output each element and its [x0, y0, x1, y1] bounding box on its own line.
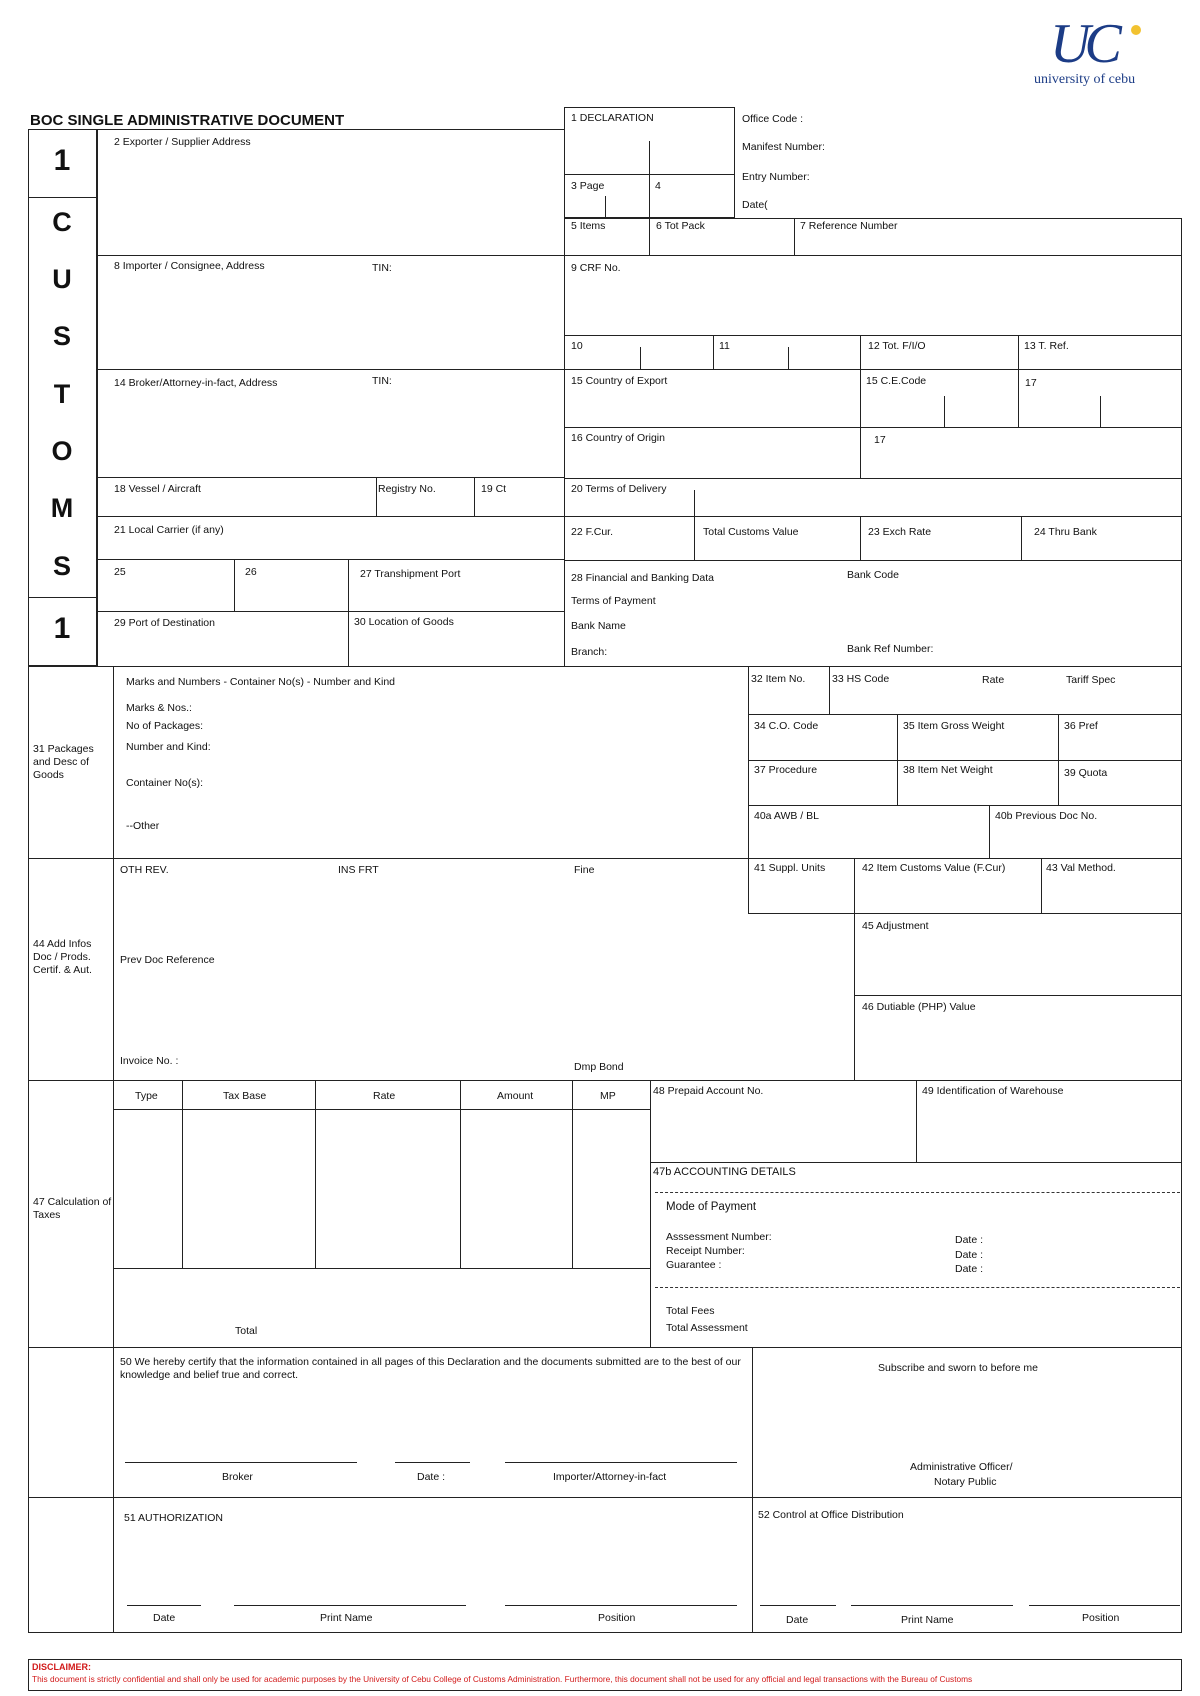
- importer-label: 8 Importer / Consignee, Address: [114, 260, 265, 272]
- side-letter: C: [52, 207, 72, 237]
- disclaimer-title: DISCLAIMER:: [32, 1662, 91, 1672]
- date-signature-label: Date :: [417, 1471, 446, 1483]
- tax-col-base: Tax Base: [223, 1090, 267, 1102]
- tariff-spec-label: Tariff Spec: [1066, 674, 1116, 686]
- crf-label: 9 CRF No.: [571, 262, 621, 274]
- t-ref-label: 13 T. Ref.: [1024, 340, 1069, 352]
- importer-tin-label: TIN:: [372, 262, 392, 274]
- tax-total-label: Total: [235, 1325, 258, 1337]
- country-origin-label: 16 Country of Origin: [571, 432, 665, 444]
- exch-rate-label: 23 Exch Rate: [868, 526, 932, 538]
- side-letter: S: [52, 321, 71, 351]
- control-position-label: Position: [1082, 1612, 1120, 1624]
- info-section-label: 44 Add Infos Doc / Prods. Certif. & Aut.: [33, 938, 92, 976]
- side-letter: 1: [53, 144, 71, 177]
- field-17b-label: 17: [874, 434, 886, 446]
- date-1-label: Date :: [955, 1234, 984, 1246]
- other-label: --Other: [126, 820, 160, 832]
- quota-label: 39 Quota: [1064, 767, 1108, 779]
- local-carrier-label: 21 Local Carrier (if any): [114, 524, 224, 536]
- number-kind-label: Number and Kind:: [126, 741, 211, 753]
- net-weight-label: 38 Item Net Weight: [903, 764, 993, 776]
- oth-rev-label: OTH REV.: [120, 864, 169, 876]
- field-26-label: 26: [245, 566, 257, 578]
- warehouse-label: 49 Identification of Warehouse: [922, 1085, 1064, 1097]
- marks-nos-label: Marks & Nos.:: [126, 702, 192, 714]
- notary-label: Notary Public: [934, 1476, 997, 1488]
- field-25-label: 25: [114, 566, 126, 578]
- admin-officer-label: Administrative Officer/: [910, 1461, 1013, 1473]
- field-11-label: 11: [719, 340, 730, 352]
- disclaimer-text: This document is strictly confidential and shall only be used for academic purposes by the University of Cebu College of Customs Administration. Furthermore, this document shall not be used for any official and legal transactions with the Bureau of Customs: [32, 1674, 973, 1684]
- terms-payment-label: Terms of Payment: [571, 595, 656, 607]
- broker-label: 14 Broker/Attorney-in-fact, Address: [114, 377, 278, 389]
- prepaid-label: 48 Prepaid Account No.: [653, 1085, 764, 1097]
- reference-number-label: 7 Reference Number: [800, 220, 898, 232]
- ce-code-label: 15 C.E.Code: [866, 375, 927, 387]
- registry-label: Registry No.: [378, 483, 436, 495]
- date-3-label: Date :: [955, 1263, 984, 1275]
- bank-name-label: Bank Name: [571, 620, 626, 632]
- importer-signature-label: Importer/Attorney-in-fact: [553, 1471, 667, 1483]
- side-letter: 1: [53, 612, 71, 645]
- broker-signature-label: Broker: [222, 1471, 253, 1483]
- f-cur-label: 22 F.Cur.: [571, 526, 614, 538]
- transhipment-label: 27 Transhipment Port: [360, 568, 461, 580]
- procedure-label: 37 Procedure: [754, 764, 818, 776]
- exporter-label: 2 Exporter / Supplier Address: [114, 136, 251, 148]
- box4-label: 4: [655, 180, 661, 192]
- ins-frt-label: INS FRT: [338, 864, 379, 876]
- dutiable-label: 46 Dutiable (PHP) Value: [862, 1001, 976, 1013]
- logo-mark: UC: [1050, 13, 1116, 75]
- awb-bl-label: 40a AWB / BL: [754, 810, 819, 822]
- adjustment-label: 45 Adjustment: [862, 920, 929, 932]
- document-title: BOC SINGLE ADMINISTRATIVE DOCUMENT: [30, 112, 345, 129]
- hs-code-label: 33 HS Code: [832, 673, 890, 685]
- tax-col-mp: MP: [600, 1090, 616, 1102]
- prev-doc-ref-label: Prev Doc Reference: [120, 954, 215, 966]
- item-customs-value-label: 42 Item Customs Value (F.Cur): [862, 862, 1006, 874]
- rate-label: Rate: [982, 674, 1005, 686]
- subscribe-label: Subscribe and sworn to before me: [878, 1362, 1038, 1374]
- tax-col-type: Type: [135, 1090, 158, 1102]
- side-letter: O: [51, 436, 73, 466]
- gross-weight-label: 35 Item Gross Weight: [903, 720, 1005, 732]
- mode-payment-label: Mode of Payment: [666, 1201, 757, 1213]
- accounting-label: 47b ACCOUNTING DETAILS: [653, 1166, 796, 1178]
- thru-bank-label: 24 Thru Bank: [1034, 526, 1097, 538]
- guarantee-label: Guarantee :: [666, 1259, 722, 1271]
- auth-position-label: Position: [598, 1612, 636, 1624]
- pref-label: 36 Pref: [1064, 720, 1098, 732]
- side-letter: T: [53, 379, 71, 409]
- control-office-label: 52 Control at Office Distribution: [758, 1509, 904, 1521]
- date-label: Date(: [742, 199, 768, 211]
- tot-fio-label: 12 Tot. F/I/O: [868, 340, 926, 352]
- logo-star-icon: [1131, 25, 1141, 35]
- branch-label: Branch:: [571, 646, 608, 658]
- side-letter: U: [52, 264, 72, 294]
- suppl-units-label: 41 Suppl. Units: [754, 862, 826, 874]
- dmp-bond-label: Dmp Bond: [574, 1061, 624, 1073]
- tot-pack-label: 6 Tot Pack: [656, 220, 705, 232]
- field-10-label: 10: [571, 340, 583, 352]
- side-letter: S: [52, 551, 71, 581]
- declaration-label: 1 DECLARATION: [571, 112, 654, 124]
- port-destination-label: 29 Port of Destination: [114, 617, 215, 629]
- marks-heading: Marks and Numbers - Container No(s) - Number and Kind: [126, 676, 396, 688]
- total-fees-label: Total Fees: [666, 1305, 715, 1317]
- side-letter: M: [50, 493, 74, 523]
- location-goods-label: 30 Location of Goods: [354, 616, 454, 628]
- receipt-number-label: Receipt Number:: [666, 1245, 745, 1257]
- items-label: 5 Items: [571, 220, 606, 232]
- item-no-label: 32 Item No.: [751, 673, 806, 685]
- entry-number-label: Entry Number:: [742, 171, 810, 183]
- tax-col-amount: Amount: [497, 1090, 534, 1102]
- container-nos-label: Container No(s):: [126, 777, 204, 789]
- authorization-title: 51 AUTHORIZATION: [124, 1512, 223, 1524]
- fine-label: Fine: [574, 864, 595, 876]
- certify-text: 50 We hereby certify that the information contained in all pages of this Declaration and the documents submitted are to the best of our knowledge and belief true and correct.: [120, 1356, 741, 1381]
- invoice-no-label: Invoice No. :: [120, 1055, 179, 1067]
- assessment-number-label: Asssessment Number:: [666, 1231, 772, 1243]
- no-packages-label: No of Packages:: [126, 720, 204, 732]
- val-method-label: 43 Val Method.: [1046, 862, 1116, 874]
- co-code-label: 34 C.O. Code: [754, 720, 819, 732]
- control-date-label: Date: [786, 1614, 809, 1626]
- goods-section-label: 31 Packages and Desc of Goods: [33, 743, 94, 781]
- field-17a-label: 17: [1025, 377, 1037, 389]
- auth-print-name-label: Print Name: [320, 1612, 373, 1624]
- tax-col-rate: Rate: [373, 1090, 396, 1102]
- vessel-label: 18 Vessel / Aircraft: [114, 483, 201, 495]
- ct-label: 19 Ct: [481, 483, 507, 495]
- manifest-number-label: Manifest Number:: [742, 141, 825, 153]
- total-customs-value-label: Total Customs Value: [703, 526, 799, 538]
- logo-text: university of cebu: [1034, 72, 1136, 87]
- terms-delivery-label: 20 Terms of Delivery: [571, 483, 667, 495]
- page-label: 3 Page: [571, 180, 605, 192]
- prev-doc-label: 40b Previous Doc No.: [995, 810, 1098, 822]
- financial-label: 28 Financial and Banking Data: [571, 572, 715, 584]
- university-logo: [1030, 14, 1180, 94]
- taxes-section-label: 47 Calculation of Taxes: [33, 1196, 112, 1221]
- total-assessment-label: Total Assessment: [666, 1322, 748, 1334]
- country-export-label: 15 Country of Export: [571, 375, 668, 387]
- control-print-name-label: Print Name: [901, 1614, 954, 1626]
- bank-code-label: Bank Code: [847, 569, 899, 581]
- date-2-label: Date :: [955, 1249, 984, 1261]
- bank-ref-label: Bank Ref Number:: [847, 643, 934, 655]
- office-code-label: Office Code :: [742, 113, 804, 125]
- auth-date-label: Date: [153, 1612, 176, 1624]
- broker-tin-label: TIN:: [372, 375, 392, 387]
